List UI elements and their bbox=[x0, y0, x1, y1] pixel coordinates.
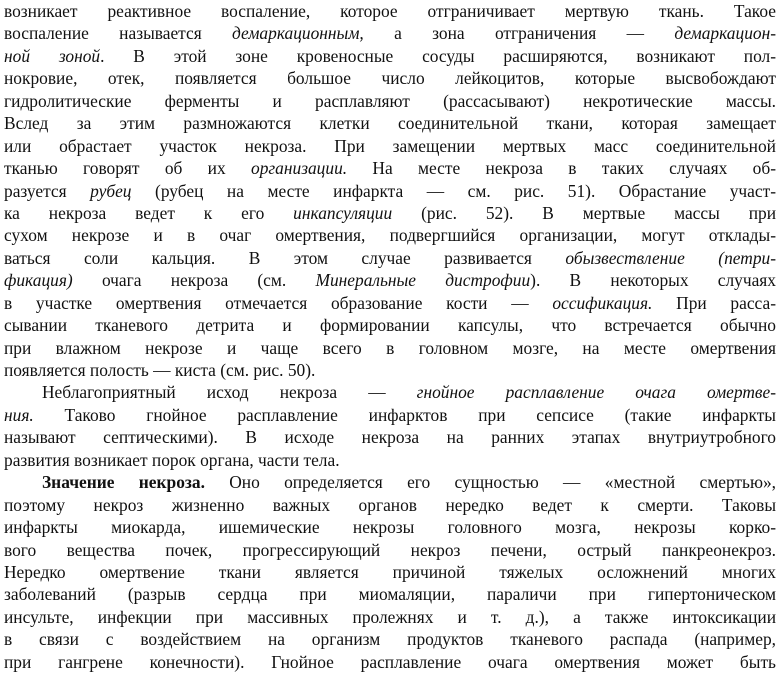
text-line bbox=[4, 651, 776, 673]
text-line bbox=[4, 269, 776, 291]
text-run: при влажном некрозе и чаще всего в головном мозге, на месте омертвения bbox=[4, 337, 776, 358]
text-run: появляется полость — киста (см. рис. 50). bbox=[4, 360, 316, 380]
text-run: в участке омертвения отмечается образование кости — bbox=[4, 292, 553, 313]
text-line bbox=[4, 404, 776, 426]
text-run: в связи с воздействием на организм продуктов тканевого распада (например, bbox=[4, 629, 776, 650]
text-run: возникает реактивное воспаление, которое отграничивает мертвую ткань. Такое bbox=[4, 1, 776, 21]
italic-term: организации. bbox=[251, 158, 348, 179]
text-run: (рубец на месте инфаркта — см. рис. 51). Обрастание участ- bbox=[131, 180, 776, 201]
paragraph-significance bbox=[4, 471, 776, 673]
text-run: гидролитические ферменты и расплавляют (рассасывают) некротические массы. bbox=[4, 90, 776, 111]
italic-term: Минеральные дистрофии bbox=[315, 270, 531, 291]
paragraph-reactive-inflammation bbox=[4, 0, 776, 381]
italic-term: фикация) bbox=[4, 270, 73, 291]
italic-term: инкапсуляции bbox=[293, 202, 393, 223]
italic-term: демаркацион- bbox=[674, 23, 776, 44]
text-run: На месте некроза в таких случаях об- bbox=[347, 158, 776, 179]
text-line bbox=[4, 180, 776, 202]
text-run: ка некроза ведет к его bbox=[4, 202, 294, 223]
text-line bbox=[4, 157, 776, 179]
text-line bbox=[4, 22, 776, 44]
text-line bbox=[4, 292, 776, 314]
text-line bbox=[4, 314, 776, 336]
text-run: разуется bbox=[4, 180, 91, 201]
text-line bbox=[4, 583, 776, 605]
italic-term: обызвествление (петри- bbox=[565, 247, 777, 268]
text-run: называют септическими). В исходе некроза на ранних этапах внутриутробного bbox=[4, 427, 776, 448]
text-run: При расса- bbox=[652, 292, 776, 313]
text-line bbox=[4, 381, 776, 403]
italic-term: ной зоной bbox=[4, 45, 101, 66]
italic-term: оссификация. bbox=[552, 292, 653, 313]
text-run: ваться соли кальция. В этом случае развивается bbox=[4, 247, 566, 268]
text-line bbox=[4, 606, 776, 628]
document-page bbox=[4, 0, 776, 673]
text-line bbox=[4, 471, 776, 493]
text-run: очага некроза (см. bbox=[72, 270, 316, 291]
text-line bbox=[4, 449, 776, 471]
text-line bbox=[4, 561, 776, 583]
text-line bbox=[4, 112, 776, 134]
text-line bbox=[4, 539, 776, 561]
text-run: ). В некоторых случаях bbox=[530, 270, 777, 291]
bold-heading: Значение некроза. bbox=[42, 472, 205, 493]
text-run: Таково гнойное расплавление инфарктов при сепсисе (такие инфаркты bbox=[33, 404, 776, 425]
italic-term: демаркационным, bbox=[232, 23, 364, 44]
text-line bbox=[4, 45, 776, 67]
italic-term: ния. bbox=[4, 404, 34, 425]
text-run: нокровие, отек, появляется большое число лейкоцитов, которые высвобождают bbox=[4, 68, 776, 89]
italic-term: гнойное расплавление очага омертве- bbox=[416, 382, 776, 403]
text-run: инфаркты миокарда, ишемические некрозы головного мозга, некрозы корко- bbox=[4, 517, 776, 538]
text-run: Оно определяется его сущностью — «местной смертью», bbox=[204, 472, 776, 493]
text-run: инсульте, инфекции при массивных пролежнях и т. д.), а также интоксикации bbox=[4, 606, 776, 627]
text-run: . В этой зоне кровеносные сосуды расширяются, возникают пол- bbox=[100, 45, 776, 66]
text-run: при гангрене конечности). Гнойное расплавление очага омертвения может быть bbox=[4, 651, 776, 672]
text-run: сухом некрозе и в очаг омертвения, подвергшийся организации, могут отклады- bbox=[4, 225, 776, 246]
text-run: (рис. 52). В мертвые массы при bbox=[392, 202, 776, 223]
text-run: развития возникает порок органа, части тела. bbox=[4, 449, 340, 470]
text-line bbox=[4, 0, 776, 22]
text-run: Неблагоприятный исход некроза — bbox=[42, 382, 417, 403]
text-run: Нередко омертвение ткани является причиной тяжелых осложнений многих bbox=[4, 561, 776, 582]
text-run: воспаление называется bbox=[4, 23, 233, 44]
italic-term: рубец bbox=[90, 180, 132, 201]
text-line bbox=[4, 628, 776, 650]
text-line bbox=[4, 224, 776, 246]
text-run: вого вещества почек, прогрессирующий некроз печени, острый панкреонекроз. bbox=[4, 539, 776, 560]
text-line bbox=[4, 202, 776, 224]
text-line bbox=[4, 426, 776, 448]
text-run: заболеваний (разрыв сердца при миомаляции, параличи при гипертоническом bbox=[4, 584, 776, 605]
text-line bbox=[4, 516, 776, 538]
text-line bbox=[4, 359, 776, 381]
text-run: или обрастает участок некроза. При замещении мертвых масс соединительной bbox=[4, 135, 776, 156]
text-line bbox=[4, 90, 776, 112]
text-run: тканью говорят об их bbox=[4, 158, 251, 179]
text-line bbox=[4, 337, 776, 359]
text-line bbox=[4, 135, 776, 157]
text-line bbox=[4, 67, 776, 89]
text-run: Вслед за этим размножаются клетки соединительной ткани, которая замещает bbox=[4, 113, 776, 134]
text-line bbox=[4, 247, 776, 269]
text-run: сывании тканевого детрита и формировании капсулы, что встречается обычно bbox=[4, 315, 776, 336]
text-run: поэтому некроз жизненно важных органов нередко ведет к смерти. Таковы bbox=[4, 494, 776, 515]
text-line bbox=[4, 494, 776, 516]
paragraph-unfavorable-outcome bbox=[4, 381, 776, 471]
text-run: а зона отграничения — bbox=[363, 23, 675, 44]
